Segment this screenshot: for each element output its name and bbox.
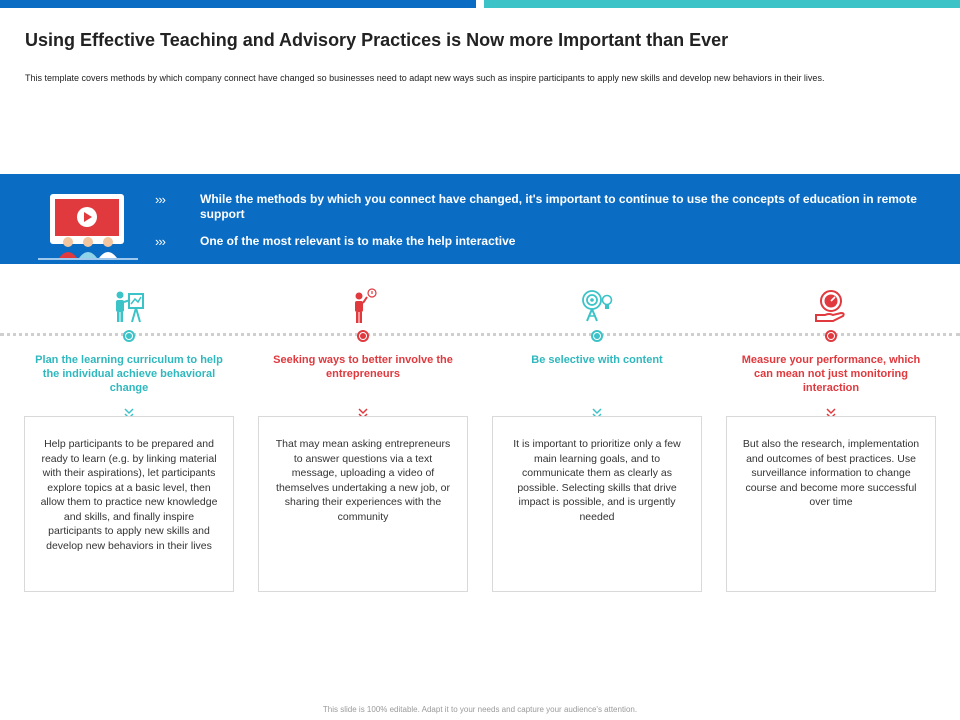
target-bulb-icon [579,288,615,324]
column-body: That may mean asking entrepreneurs to answer questions via a text message, uploading a video of themselves undertaking a new job, or sharing their experiences with the community [258,416,468,592]
column-heading: Measure your performance, which can mean not just monitoring interaction [741,354,921,394]
person-idea-icon [345,288,381,324]
timeline-dot [825,330,837,342]
column-heading: Plan the learning curriculum to help the individual achieve behavioral change [35,354,223,394]
band-point-text: While the methods by which you connect have changed, it's important to continue to use the concepts of education in remote support [200,192,917,221]
chevron-right-icon: ››› [155,234,165,249]
hand-gauge-icon [813,288,849,324]
band-point-1 [155,192,935,224]
top-accent-bar-blue [0,0,476,8]
chevron-right-icon: ››› [155,192,165,207]
presentation-video-icon [38,194,138,262]
timeline-dot [357,330,369,342]
column-heading: Be selective with content [531,354,663,366]
page-subtitle: This template covers methods by which company connect have changed so businesses need to adapt new ways such as inspire participants to apply new skills and develop new behaviors in their lives. [25,73,825,83]
column-body: But also the research, implementation and outcomes of best practices. Use surveillance information to change course and become more successful over time [726,416,936,592]
timeline-dot [591,330,603,342]
top-accent-bar-teal [484,0,960,8]
timeline-dot [123,330,135,342]
column-selective-content [492,282,702,602]
column-body: Help participants to be prepared and ready to learn (e.g. by linking material with their aspirations), let participants explore topics at a basic level, then allow them to practice new knowledge and skills, and finally inspire participants to apply new skills and develop new behaviors in their lives [24,416,234,592]
page-title: Using Effective Teaching and Advisory Practices is Now more Important than Ever [25,30,729,50]
presenter-board-icon [111,288,147,324]
band-point-2 [155,234,935,250]
column-plan-curriculum [24,282,234,602]
column-measure-performance [726,282,936,602]
footer-note: This slide is 100% editable. Adapt it to your needs and capture your audience's attention. [322,705,638,714]
band-point-text: One of the most relevant is to make the help interactive [200,234,516,248]
column-body: It is important to prioritize only a few main learning goals, and to communicate them as clearly as possible. Selecting skills that drive impact is possible, and is urgently needed [492,416,702,592]
column-heading: Seeking ways to better involve the entrepreneurs [273,354,453,380]
column-involve-entrepreneurs [258,282,468,602]
